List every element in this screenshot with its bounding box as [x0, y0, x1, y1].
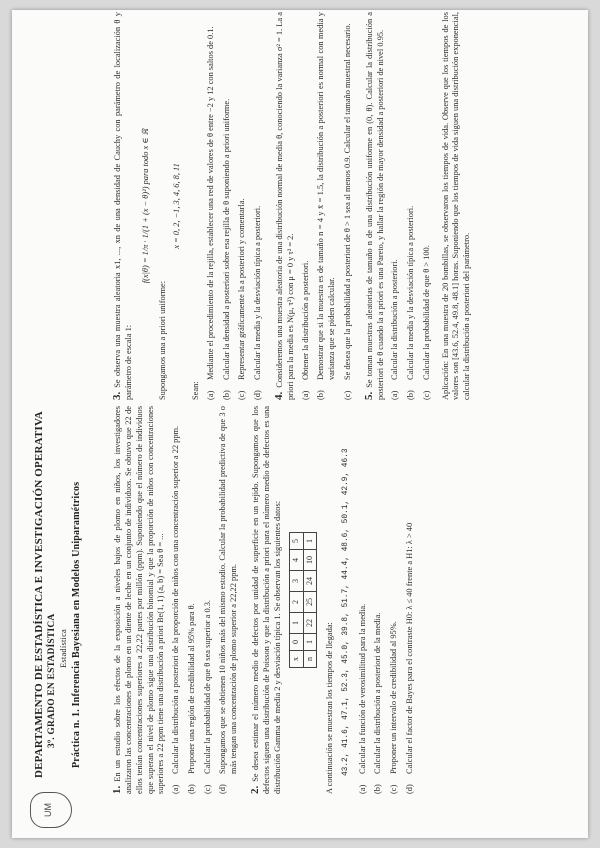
problem-3-2: (b) Calcular la densidad a posteriori sobre esa rejilla de θ suponiendo a priori uniforme. [221, 98, 231, 400]
problem-1: 1.En un estudio sobre los efectos de la exposición a niveles bajos de plomo en niños, los investigadores analizaron las concentraciones de plomo en un diente de leche en un conjunto de individuos. Se obtuvo que 22 de ellos tenían concentraciones superiores a 22,22 partes por millón (ppm). Suponiendo que el número de individuos que superan el nivel de plomo sigue una distribución binomial y que la proporción de niños con concentraciones superiores a 22 ppm tiene una distribución a priori Be(1, 1) (a, b) = Sea θ = ... [111, 406, 166, 794]
table-cell: 0 [290, 634, 303, 651]
rotated-content [12, 10, 588, 838]
problem-3-4: (d) Calcular la media y la desviación típica a posteriori. [253, 205, 263, 400]
table-cell: 4 [290, 550, 303, 571]
document-page [12, 10, 588, 838]
problem-4: 4.Consideremos una muestra aleatoria de una distribución normal de media θ, conociendo la varianza σ² = 1. La a priori para la media es N(μ, τ²) con μ = 0 y τ² = 2. [272, 12, 295, 400]
page-header [26, 10, 104, 838]
problem-3-b: Sean: [191, 381, 201, 400]
table-cell: 3 [290, 571, 303, 592]
problem-4-b: (b) Demostrar que si la muestra es de tamaño n = 4 y x̄ = 1.5, la distribución a posteriori es normal con media y varianza que se piden calcular. [316, 12, 337, 400]
problem-5-c: (c) Calcular la probabilidad de que θ > 100. [421, 245, 431, 400]
practice-title: Práctica n. 1. Inferencia Bayesiana en Modelos Uniparamétricos [71, 481, 83, 768]
table-cell: 1 [303, 634, 316, 651]
degree-name: 3º. GRADO EN ESTADÍSTICA [47, 613, 58, 748]
table-cell: 2 [290, 592, 303, 613]
problem-1-a: (a) Calcular la distribución a posteriori de la proporción de niños con una concentración superior a 22 ppm. [171, 425, 181, 794]
table-row [290, 533, 303, 668]
level-name: Estadística [58, 628, 69, 668]
problem-2-d: (d) Calcular el factor de Bayes para el contraste H0: λ ≤ 40 frente a H1: λ > 40 [404, 522, 414, 794]
table-cell: 1 [290, 613, 303, 634]
problem-2-b: (b) Calcular la distribución a posteriori de la media. [373, 612, 383, 794]
sample-values: x = 0, 2, −1, 3, 4, 6, 8, 11 [172, 163, 182, 249]
problem-1-c: (c) Calcular la probabilidad de que θ sea superior a 0.3. [202, 599, 212, 794]
department-title [32, 158, 84, 778]
problem-3: 3.Se observa una muestra aleatoria x1, ..., xn de una densidad de Cauchy con parámetro de localización θ y parámetro de escala 1: [111, 12, 134, 400]
table-cell: 1 [303, 533, 316, 550]
left-column [110, 406, 421, 794]
table-cell: 24 [303, 571, 316, 592]
problem-4-c: (c) Se desea que la probabilidad a posteriori de θ > 1 sea al menos 0.9. Calcular el tamaño muestral necesario. [342, 23, 352, 400]
problem-2-a: (a) Calcular la función de verosimilitud para la media. [357, 603, 367, 794]
problem-6: Aplicación: En una muestra de 20 bombillas, se observaron los tiempos de vida. Observe que los tiempos de los valores son [43.6, 52.4, 49.8, 48.1] horas. Suponiendo que los tiempos de vida siguen una distribución exponencial, calcular la distribución a posteriori del parámetro. [440, 12, 472, 400]
table-cell: n [303, 651, 316, 668]
table-cell: 5 [290, 533, 303, 550]
problem-5-a: (a) Calcular la distribución a posteriori. [390, 259, 400, 400]
problem-5: 5.Se toman muestras aleatorias de tamaño n de una distribución uniforme en (0, θ). Calcular la distribución a posteriori de θ cuando la a priori es una Pareto, y hallar la región de mayor densidad a posteriori de nivel 0.95. [362, 12, 385, 400]
problem-5-b: (b) Calcular la media y la desviación típica a posteriori. [406, 205, 416, 400]
table-cell: x [290, 651, 303, 668]
problem-2-c: (c) Proponer un intervalo de credibilidad al 95%. [389, 621, 399, 794]
university-logo [30, 792, 72, 828]
table-row [303, 533, 316, 668]
problem-1-d: (d) Supongamos que se obtienen 10 niños más del mismo estudio. Calcular la probabilidad predictiva de que 3 o más tengan una concentración de plomo superior a 22,22 ppm. [218, 406, 239, 794]
problem-2-data: 43.2, 41.6, 47.1, 52.3, 45.0, 39.8, 51.7, 44.4, 48.6, 50.1, 42.9, 46.3 [341, 448, 350, 776]
problem-3-1: (a) Mediante el procedimiento de la rejilla, establecer una red de valores de θ entre −2 y 12 con saltos de 0.1. [205, 26, 215, 400]
table-cell: 25 [303, 592, 316, 613]
problem-2-lines: A continuación se muestran los tiempos de llegada: [324, 622, 334, 794]
right-column [110, 12, 477, 400]
logo-text: UM [43, 803, 53, 817]
table-cell: 10 [303, 550, 316, 571]
department-name: DEPARTAMENTO DE ESTADÍSTICA E INVESTIGACIÓN OPERATIVA [33, 411, 45, 778]
problem-3-text: Supongamos una a priori uniforme: [157, 280, 167, 400]
problem-2: 2.Se desea estimar el número medio de defectos por unidad de superficie en un tejido. Supongamos que los defectos siguen una distribución de Poisson y que la distribución a priori para el número medio de defectos es una distribución Gamma de media 2 y desviación típica 1. Se observan los siguientes datos: [248, 406, 282, 794]
problem-3-3: (c) Representar gráficamente la a posteriori y comentarla. [237, 198, 247, 400]
table-cell: 22 [303, 613, 316, 634]
data-table [289, 532, 316, 668]
cauchy-formula: f(x|θ) = 1/π · 1/(1 + (x − θ)²) para todo x ∈ ℝ [140, 128, 150, 284]
problem-1-b: (b) Proponer una región de credibilidad al 95% para θ. [186, 603, 196, 794]
problem-4-a: (a) Obtener la distribución a posteriori. [300, 260, 310, 400]
